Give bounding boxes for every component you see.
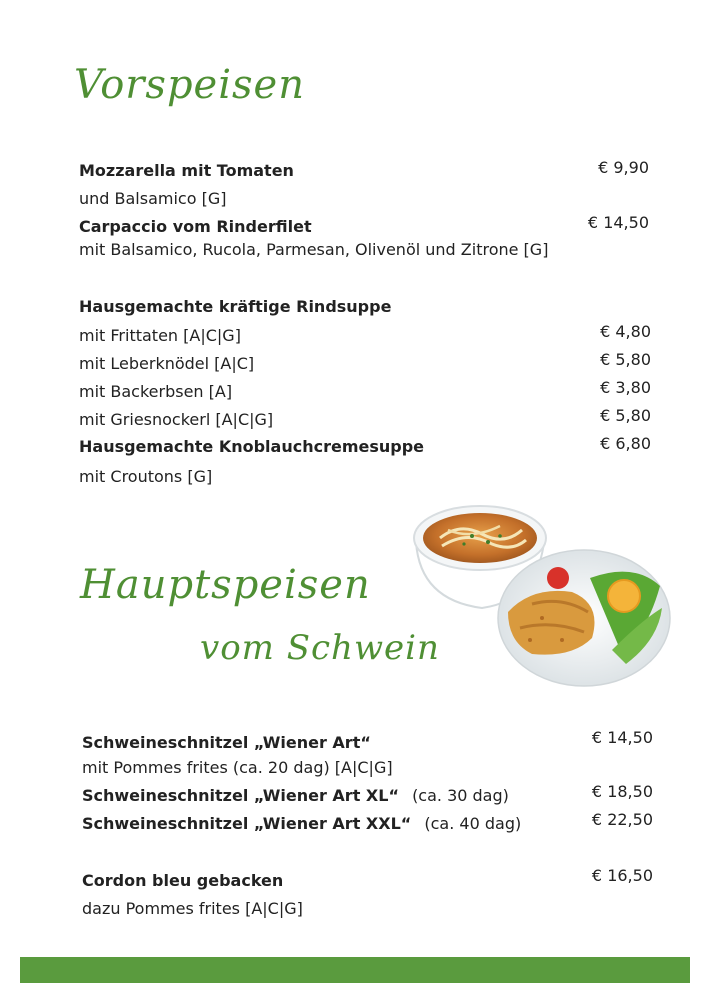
menu-item-name: Schweineschnitzel „Wiener Art“ <box>82 733 371 752</box>
menu-item-price: € 22,50 <box>591 810 653 829</box>
menu-item-name: Carpaccio vom Rinderfilet <box>79 217 312 236</box>
menu-item-price: € 9,90 <box>598 158 649 177</box>
menu-item-desc: mit Balsamico, Rucola, Parmesan, Olivenöl und Zitrone [G] <box>79 240 549 259</box>
menu-item-desc: mit Backerbsen [A] <box>79 382 233 401</box>
menu-item-size: (ca. 40 dag) <box>424 814 522 833</box>
menu-item-desc: mit Pommes frites (ca. 20 dag) [A|C|G] <box>82 758 393 777</box>
menu-item-name: Hausgemachte Knoblauchcremesuppe <box>79 437 425 456</box>
menu-item-name: Cordon bleu gebacken <box>82 871 284 890</box>
menu-item-price: € 16,50 <box>591 866 653 885</box>
menu-item-price: € 5,80 <box>600 350 651 369</box>
menu-item-desc: mit Griesnockerl [A|C|G] <box>79 410 274 429</box>
menu-item-price: € 18,50 <box>591 782 653 801</box>
section-title-mains-line2: vom Schwein <box>200 628 440 668</box>
menu-item-line <box>82 814 521 834</box>
menu-item-price: € 4,80 <box>600 322 651 341</box>
menu-item-desc: dazu Pommes frites [A|C|G] <box>82 899 303 918</box>
menu-item-desc: und Balsamico [G] <box>79 189 227 208</box>
menu-item-name: Mozzarella mit Tomaten <box>79 161 294 180</box>
menu-item-desc: mit Croutons [G] <box>79 467 213 486</box>
food-photos <box>412 500 672 695</box>
menu-item-name: Schweineschnitzel „Wiener Art XXL“ <box>82 814 412 833</box>
menu-item-price: € 3,80 <box>600 378 651 397</box>
menu-item-price: € 14,50 <box>587 213 649 232</box>
menu-item-price: € 14,50 <box>591 728 653 747</box>
menu-item-size: (ca. 30 dag) <box>412 786 509 805</box>
section-title-mains-line1: Hauptspeisen <box>80 562 371 608</box>
menu-item-name: Schweineschnitzel „Wiener Art XL“ <box>82 786 399 805</box>
menu-item-desc: mit Frittaten [A|C|G] <box>79 326 241 345</box>
menu-item-line <box>82 786 509 806</box>
menu-item-price: € 5,80 <box>600 406 651 425</box>
footer-bar <box>20 957 690 983</box>
menu-item-name: Hausgemachte kräftige Rindsuppe <box>79 297 392 316</box>
menu-item-price: € 6,80 <box>600 434 651 453</box>
schnitzel-plate-image <box>498 550 670 686</box>
menu-item-desc: mit Leberknödel [A|C] <box>79 354 255 373</box>
section-title-starters: Vorspeisen <box>74 62 305 108</box>
